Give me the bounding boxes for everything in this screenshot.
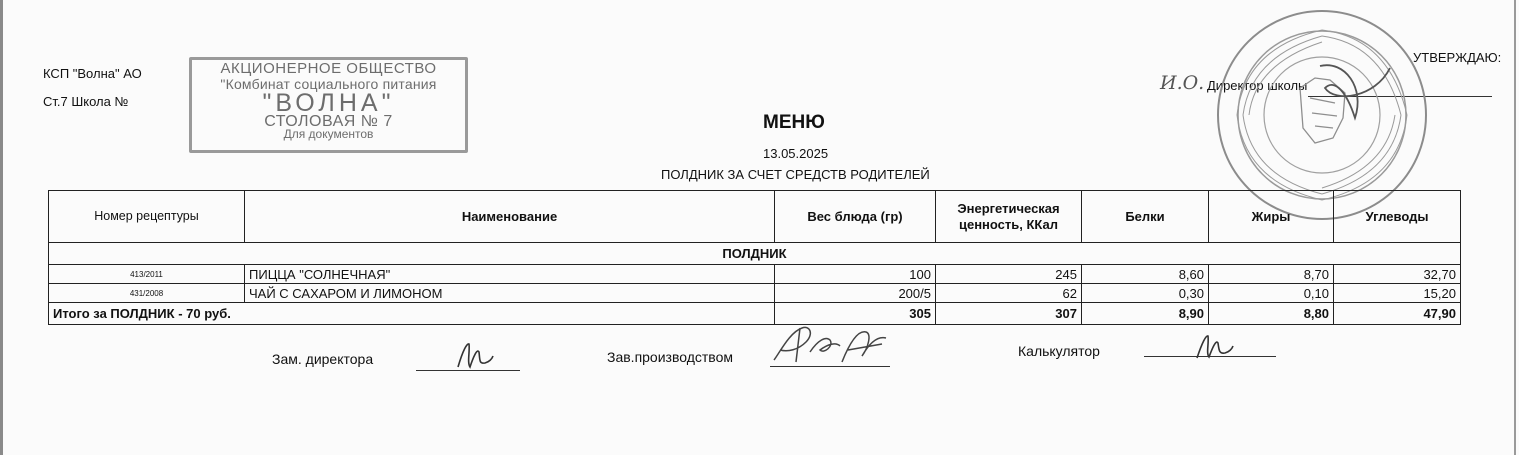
header-weight: Вес блюда (гр) <box>775 191 936 243</box>
dish-energy: 245 <box>936 265 1082 284</box>
school-name: Ст.7 Школа № <box>43 94 129 109</box>
header-name: Наименование <box>245 191 775 243</box>
header-carbs: Углеводы <box>1334 191 1461 243</box>
header-fat: Жиры <box>1209 191 1334 243</box>
director-label: Директор школы <box>1207 78 1308 93</box>
total-carbs: 47,90 <box>1334 303 1461 325</box>
total-label: Итого за ПОЛДНИК - 70 руб. <box>49 303 775 325</box>
total-energy: 307 <box>936 303 1082 325</box>
stamp-line-1: АКЦИОНЕРНОЕ ОБЩЕСТВО <box>220 60 437 77</box>
dish-energy: 62 <box>936 284 1082 303</box>
calculator-signature <box>1195 333 1235 361</box>
document-title: МЕНЮ <box>763 112 825 133</box>
dish-carbs: 32,70 <box>1334 265 1461 284</box>
menu-table <box>48 190 1461 325</box>
section-row <box>49 243 1461 265</box>
total-fat: 8,80 <box>1209 303 1334 325</box>
header-recipe-number: Номер рецептуры <box>49 191 245 243</box>
stamp-line-2: "Комбинат социального питания <box>220 76 437 93</box>
dish-carbs: 15,20 <box>1334 284 1461 303</box>
dish-fat: 0,10 <box>1209 284 1334 303</box>
canteen-stamp <box>189 57 468 153</box>
dish-name: ПИЦЦА "СОЛНЕЧНАЯ" <box>245 265 775 284</box>
recipe-code: 413/2011 <box>49 265 245 284</box>
section-title: ПОЛДНИК <box>49 243 1461 265</box>
recipe-code: 431/2008 <box>49 284 245 303</box>
table-header-row <box>49 191 1461 243</box>
production-signature <box>770 322 890 367</box>
table-row <box>49 265 1461 284</box>
dish-name: ЧАЙ С САХАРОМ И ЛИМОНОМ <box>245 284 775 303</box>
scan-border-left <box>0 0 3 455</box>
scan-border-right <box>1514 0 1516 455</box>
deputy-director-label: Зам. директора <box>272 351 374 367</box>
total-row <box>49 303 1461 325</box>
dish-protein: 8,60 <box>1082 265 1209 284</box>
stamp-line-3: "ВОЛНА" <box>262 89 395 118</box>
approve-signature-line <box>1308 96 1492 97</box>
stamp-line-5: Для документов <box>283 127 374 142</box>
stamp-line-4: СТОЛОВАЯ № 7 <box>264 113 393 131</box>
acting-note: И.О. <box>1160 72 1205 94</box>
dish-weight: 200/5 <box>775 284 936 303</box>
document-date: 13.05.2025 <box>763 146 829 161</box>
organization-name: КСП "Волна" АО <box>43 66 142 81</box>
header-protein: Белки <box>1082 191 1209 243</box>
table-row <box>49 284 1461 303</box>
total-weight: 305 <box>775 303 936 325</box>
production-head-label: Зав.производством <box>607 349 733 365</box>
deputy-signature <box>455 340 495 370</box>
deputy-signature-line <box>416 370 520 371</box>
total-protein: 8,90 <box>1082 303 1209 325</box>
approve-label: УТВЕРЖДАЮ: <box>1413 50 1502 65</box>
document-subtitle: ПОЛДНИК ЗА СЧЕТ СРЕДСТВ РОДИТЕЛЕЙ <box>661 167 930 182</box>
dish-weight: 100 <box>775 265 936 284</box>
calculator-label: Калькулятор <box>1018 343 1100 359</box>
header-energy: Энергетическая ценность, ККал <box>936 191 1082 243</box>
dish-protein: 0,30 <box>1082 284 1209 303</box>
dish-fat: 8,70 <box>1209 265 1334 284</box>
